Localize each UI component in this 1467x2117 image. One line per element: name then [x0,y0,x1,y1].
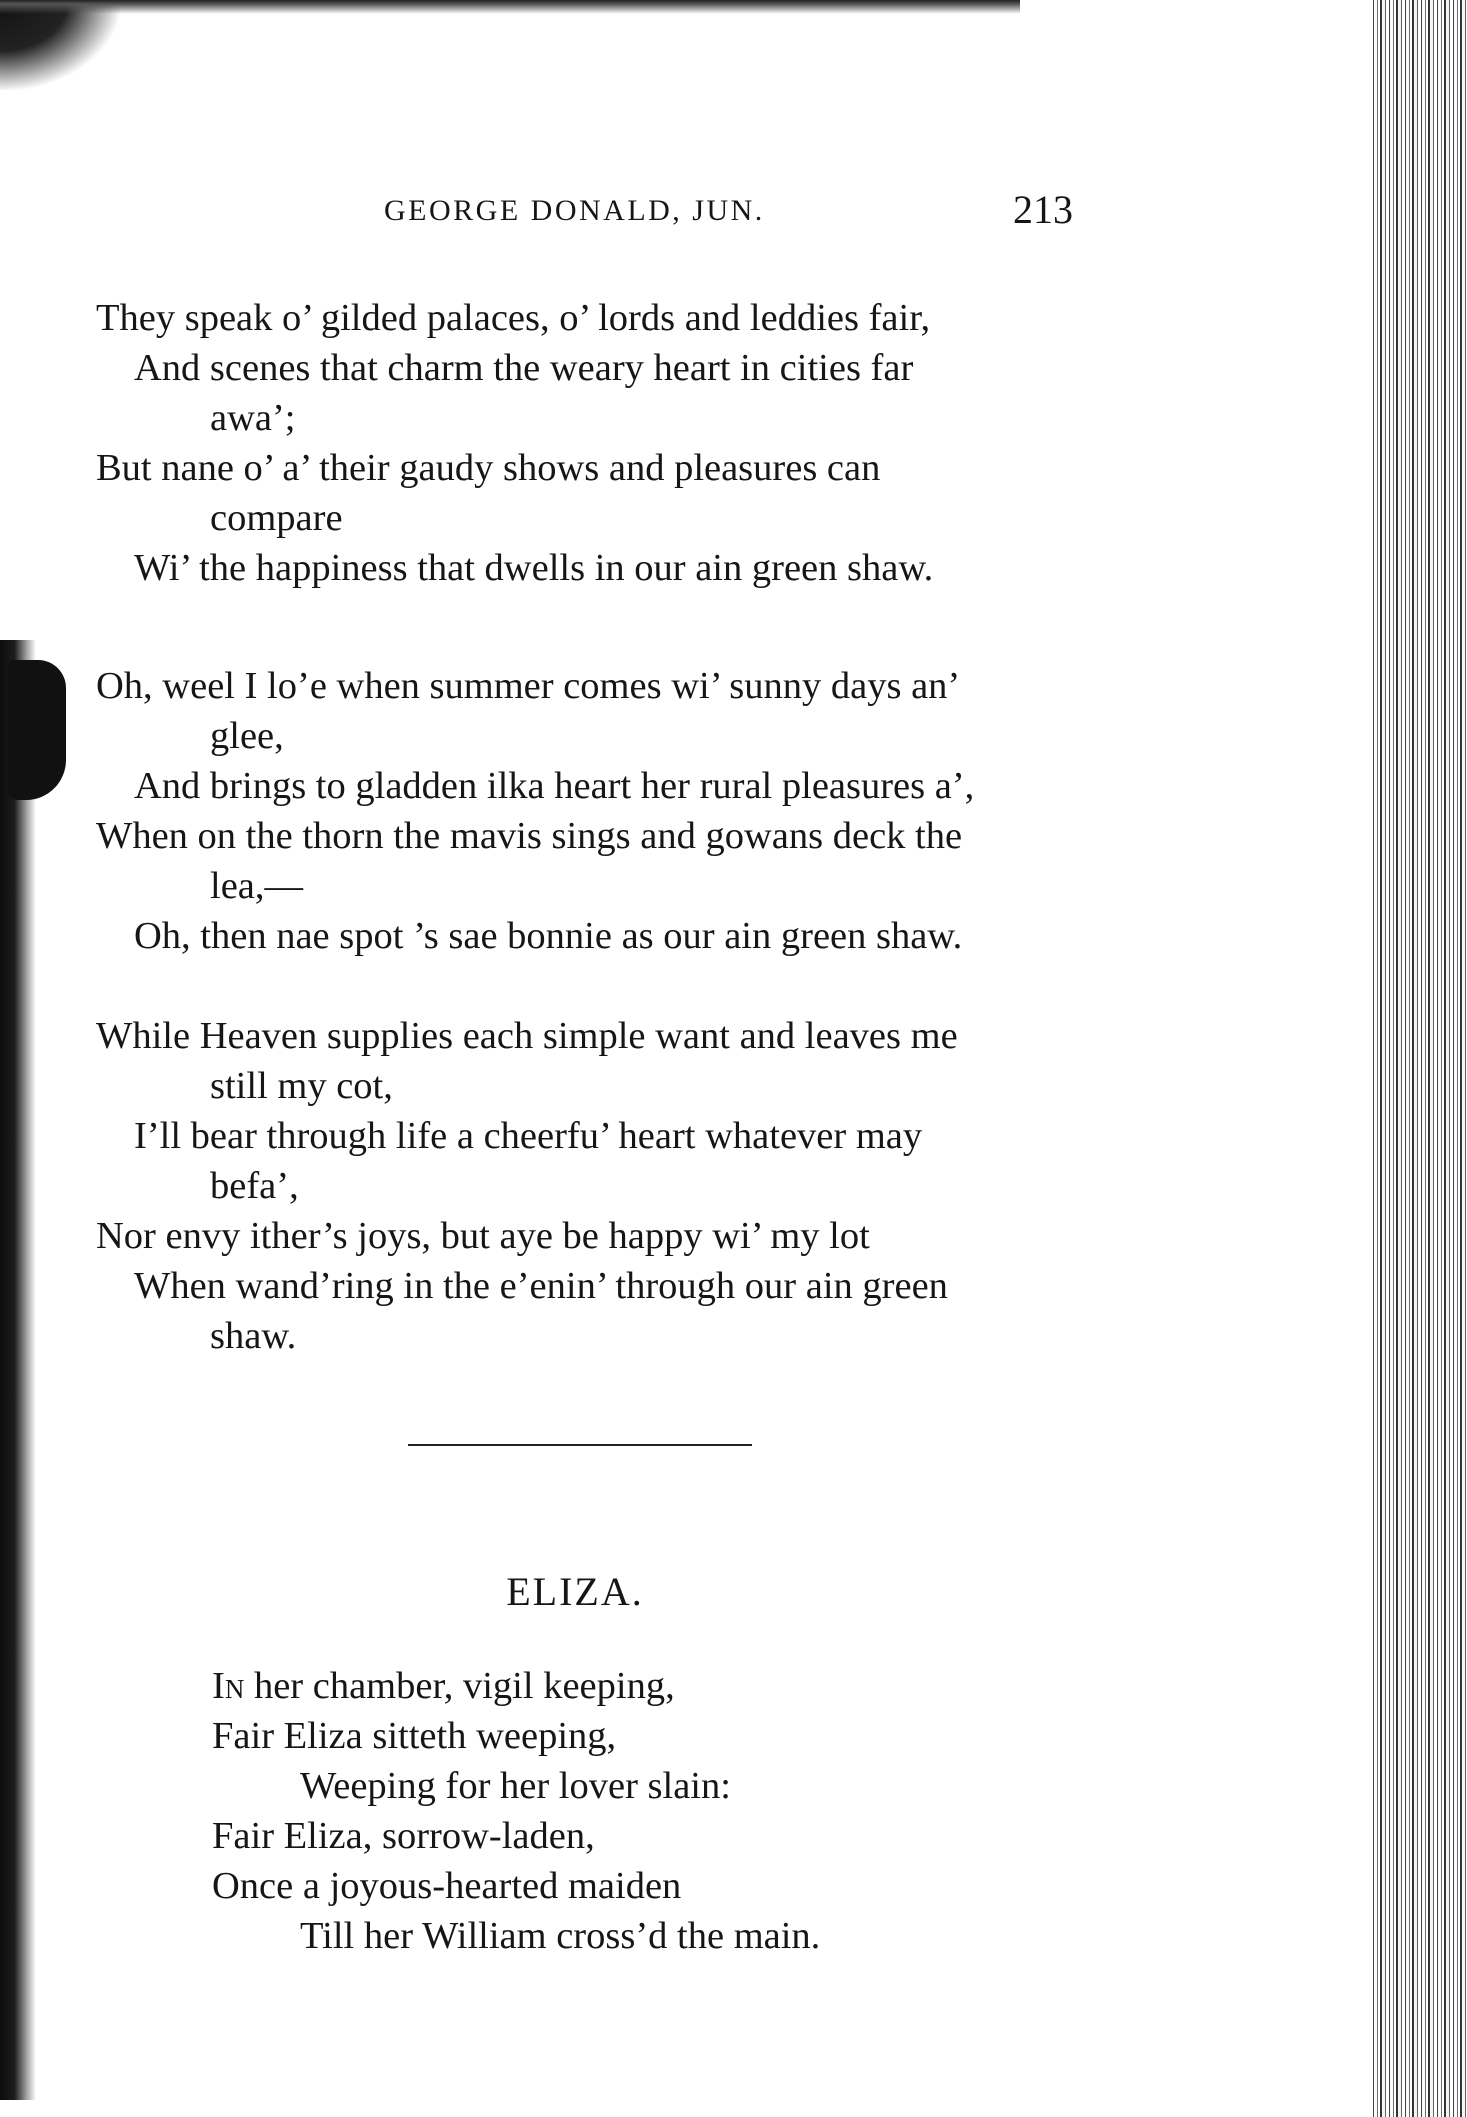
verse-line: shaw. [210,1315,297,1357]
verse-line: And scenes that charm the weary heart in cities far [134,347,914,389]
verse-line: glee, [210,715,284,757]
verse-line: And brings to gladden ilka heart her rural pleasures a’, [134,765,975,807]
drop-word: In [212,1665,245,1707]
section-divider [408,1444,752,1446]
running-head: GEORGE DONALD, JUN. [384,194,765,227]
verse-line: Wi’ the happiness that dwells in our ain green shaw. [134,547,934,589]
page-number: 213 [1013,187,1073,232]
verse-line: awa’; [210,397,296,439]
verse-line: still my cot, [210,1065,393,1107]
scan-shadow-top [0,0,1020,14]
verse-line: Oh, then nae spot ’s sae bonnie as our ain green shaw. [134,915,963,957]
verse-line-rest: her chamber, vigil keeping, [244,1665,675,1707]
verse-line: While Heaven supplies each simple want and leaves me [96,1015,958,1057]
verse-line: Fair Eliza sitteth weeping, [212,1715,617,1757]
verse-line: befa’, [210,1165,299,1207]
verse-line: Weeping for her lover slain: [300,1765,731,1807]
verse-line: But nane o’ a’ their gaudy shows and pleasures can [96,447,881,489]
verse-line: When on the thorn the mavis sings and gowans deck the [96,815,963,857]
binding-gutter-blot [8,660,66,800]
verse-line: lea,— [210,865,303,907]
verse-line [212,1664,675,1708]
verse-line: They speak o’ gilded palaces, o’ lords and leddies fair, [96,297,931,339]
page-stack-edge [1370,0,1467,2117]
verse-line: Nor envy ither’s joys, but aye be happy wi’ my lot [96,1215,870,1257]
verse-line: Oh, weel I lo’e when summer comes wi’ sunny days an’ [96,665,961,707]
verse-line: I’ll bear through life a cheerfu’ heart whatever may [134,1115,923,1157]
binding-gutter-shadow [0,640,36,2100]
verse-line: Once a joyous-hearted maiden [212,1865,682,1907]
verse-line: Till her William cross’d the main. [300,1915,821,1957]
verse-line: compare [210,497,343,539]
verse-line: Fair Eliza, sorrow-laden, [212,1815,595,1857]
verse-line: When wand’ring in the e’enin’ through our ain green [134,1265,948,1307]
poem-title: ELIZA. [506,1569,644,1614]
